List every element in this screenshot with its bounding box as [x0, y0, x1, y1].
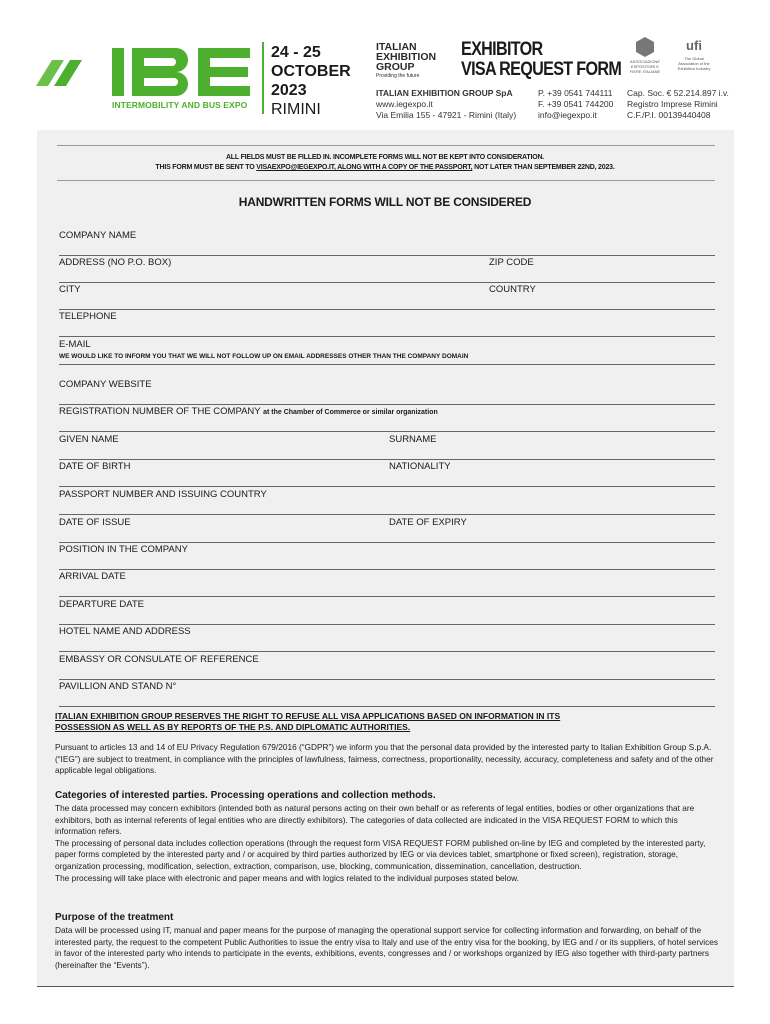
position-field[interactable] — [59, 542, 715, 570]
telephone-field[interactable] — [59, 309, 715, 337]
header — [0, 0, 770, 130]
handwritten-notice: HANDWRITTEN FORMS WILL NOT BE CONSIDERED — [238, 195, 532, 209]
position-label: POSITION IN THE COMPANY — [59, 544, 188, 555]
embassy-label: EMBASSY OR CONSULATE OF REFERENCE — [59, 654, 259, 665]
separator — [57, 180, 715, 181]
section1-p1: The data processed may concern exhibitors (intended both as natural persons acting on their own behalf or as referents of legal entities, bodies or other organizations that are exhibitors, both as internal referents of legal entities who are directly exhibitors). The categories of data collected are indicated in the VISA REQUEST FORM to which this information refers. — [55, 803, 695, 837]
embassy-field[interactable] — [59, 652, 715, 680]
departure-field[interactable] — [59, 597, 715, 625]
ufi-badge — [674, 36, 714, 71]
hotel-label: HOTEL NAME AND ADDRESS — [59, 626, 191, 637]
ufi-logo: ufi — [686, 38, 702, 53]
company-address: Via Emilia 155 - 47921 - Rimini (Italy) — [376, 110, 517, 120]
company-name-label: COMPANY NAME — [59, 230, 137, 241]
given-name-field[interactable] — [59, 432, 715, 460]
title-line2: VISA REQUEST FORM — [461, 59, 622, 80]
section1-body — [55, 803, 720, 884]
registration-field[interactable] — [59, 404, 715, 432]
arrival-label: ARRIVAL DATE — [59, 571, 126, 582]
date-issue-field[interactable] — [59, 515, 715, 543]
notice-line1: ALL FIELDS MUST BE FILLED IN. INCOMPLETE FORMS WILL NOT BE KEPT INTO CONSIDERATION. — [225, 154, 545, 161]
email-field[interactable] — [59, 337, 715, 365]
pavilion-field[interactable] — [59, 679, 715, 707]
country-label: COUNTRY — [489, 284, 536, 295]
company-tax-id: C.F./P.I. 00139440408 — [627, 110, 711, 120]
company-name: ITALIAN EXHIBITION GROUP SpA — [376, 88, 513, 98]
ieg-logo-line3: GROUP — [376, 61, 415, 73]
dob-label: DATE OF BIRTH — [59, 461, 131, 472]
address-label: ADDRESS (NO P.O. BOX) — [59, 257, 172, 268]
surname-label: SURNAME — [389, 434, 437, 445]
company-legal — [627, 88, 729, 121]
departure-label: DEPARTURE DATE — [59, 599, 144, 610]
date-expiry-label: DATE OF EXPIRY — [389, 517, 467, 528]
email-label: E-MAIL — [59, 339, 91, 350]
privacy-intro: Pursuant to articles 13 and 14 of EU Privacy Regulation 679/2016 (“GDPR”) we inform you that the personal data provided by the interested party to Italian Exhibition Group S.p.A. (“IEG”) are subject to treatment, in compliance with the principles of lawfulness, fairness, correctness, proportionality, necessity, accuracy, completeness and safety and of the other applicable legal obligations. — [55, 742, 714, 776]
notice-line2-pre: THIS FORM MUST BE SENT TO — [155, 164, 257, 171]
reserve-line1: ITALIAN EXHIBITION GROUP RESERVES THE RIGHT TO REFUSE ALL VISA APPLICATIONS BASED ON INFORMATION IN ITS — [55, 711, 561, 721]
notice-line2 — [0, 163, 770, 173]
company-email: info@iegexpo.it — [538, 110, 597, 120]
nationality-label: NATIONALITY — [389, 461, 451, 472]
ieg-logo-line2: EXHIBITION — [376, 51, 437, 63]
given-name-label: GIVEN NAME — [59, 434, 119, 445]
date-year: 2023 — [271, 82, 307, 99]
company-website: www.iegexpo.it — [376, 99, 433, 109]
registration-label — [59, 406, 438, 417]
section2-p1: Data will be processed using IT, manual and paper means for the purpose of managing the operational support service for collecting information and forwarding, on behalf of the interested party, the request to the competent Public Authorities to issue the entry visa to Italy and use of the entry visa for the booking, by IEG and / or its suppliers, of hotel services in favor of the interested party who intends to participate in the events, exhibitions, events, congresses and / or workshops organized by IEG also together with third-party partners (hereinafter the “Events”). — [55, 925, 719, 970]
address-field[interactable] — [59, 255, 715, 283]
arrival-field[interactable] — [59, 569, 715, 597]
city-field[interactable] — [59, 282, 715, 310]
title-line1: EXHIBITOR — [461, 39, 543, 60]
section1-heading: Categories of interested parties. Processing operations and collection methods. — [55, 790, 436, 801]
form-title — [461, 40, 621, 80]
separator — [57, 145, 715, 146]
ieg-tagline: Providing the future — [376, 73, 420, 79]
company-website-field[interactable] — [59, 377, 715, 405]
passport-field[interactable] — [59, 487, 715, 515]
company-name-field[interactable] — [59, 228, 715, 256]
date-issue-label: DATE OF ISSUE — [59, 517, 131, 528]
event-city: RIMINI — [271, 101, 321, 118]
email-note: WE WOULD LIKE TO INFORM YOU THAT WE WILL NOT FOLLOW UP ON EMAIL ADDRESSES OTHER THAN THE COMPANY DOMAIN — [59, 353, 469, 360]
pavilion-label: PAVILLION AND STAND N° — [59, 681, 177, 692]
ieg-logo — [376, 42, 436, 80]
dob-field[interactable] — [59, 459, 715, 487]
aefi-caption: ASSOCIAZIONE ESPOSITORI E FIERE ITALIANE — [629, 59, 661, 74]
bottom-rule — [37, 986, 734, 987]
telephone-label: TELEPHONE — [59, 311, 117, 322]
registration-note: at the Chamber of Commerce or similar organization — [263, 409, 438, 416]
hotel-field[interactable] — [59, 624, 715, 652]
notice-line2-link: VISAEXPO@IEGEXPO.IT, ALONG WITH A COPY OF THE PASSPORT, — [256, 164, 473, 171]
ieg-logo-line1: ITALIAN — [376, 41, 417, 53]
company-fax: F. +39 0541 744200 — [538, 99, 614, 109]
registration-label-text: REGISTRATION NUMBER OF THE COMPANY — [59, 406, 261, 417]
event-dates — [271, 43, 351, 119]
section1-p2: The processing of personal data includes collection operations (through the request form VISA REQUEST FORM published on-line by IEG and completed by the interested party, paper forms completed by the interested party and / or acquired by third parties authorized by IEG or via devices tablet, smartphone or fixed screen), registration, storage, organization processing, modification, selection, extraction, comparison, use, blocking, communication, dissemination, cancellation, destruction. — [55, 837, 706, 871]
company-capital: Cap. Soc. € 52.214.897 i.v. — [627, 88, 729, 98]
section2-heading: Purpose of the treatment — [55, 912, 174, 923]
zip-label: ZIP CODE — [489, 257, 534, 268]
date-range: 24 - 25 — [271, 44, 321, 61]
company-phone: P. +39 0541 744111 — [538, 88, 613, 98]
reserve-notice — [55, 711, 720, 733]
company-contacts — [538, 88, 613, 121]
company-address-block — [376, 88, 516, 121]
website-label: COMPANY WEBSITE — [59, 379, 152, 390]
logo-tagline: INTERMOBILITY AND BUS EXPO — [112, 100, 248, 110]
reserve-line2: POSSESSION AS WELL AS BY REPORTS OF THE P.S. AND DIPLOMATIC AUTHORITIES. — [55, 722, 411, 732]
notice-line2-post: NOT LATER THAN SEPTEMBER 22ND, 2023. — [472, 164, 615, 171]
city-label: CITY — [59, 284, 81, 295]
company-registry: Registro Imprese Rimini — [627, 99, 718, 109]
date-month: OCTOBER — [271, 63, 351, 80]
section1-p3: The processing will take place with electronic and paper means and with logics related to the individual purposes stated below. — [55, 872, 519, 883]
ufi-caption: The Global Association of the Exhibition Industry — [677, 56, 711, 71]
aefi-badge — [628, 36, 662, 74]
passport-label: PASSPORT NUMBER AND ISSUING COUNTRY — [59, 489, 267, 500]
aefi-logo-icon — [635, 36, 655, 58]
divider — [262, 42, 264, 114]
